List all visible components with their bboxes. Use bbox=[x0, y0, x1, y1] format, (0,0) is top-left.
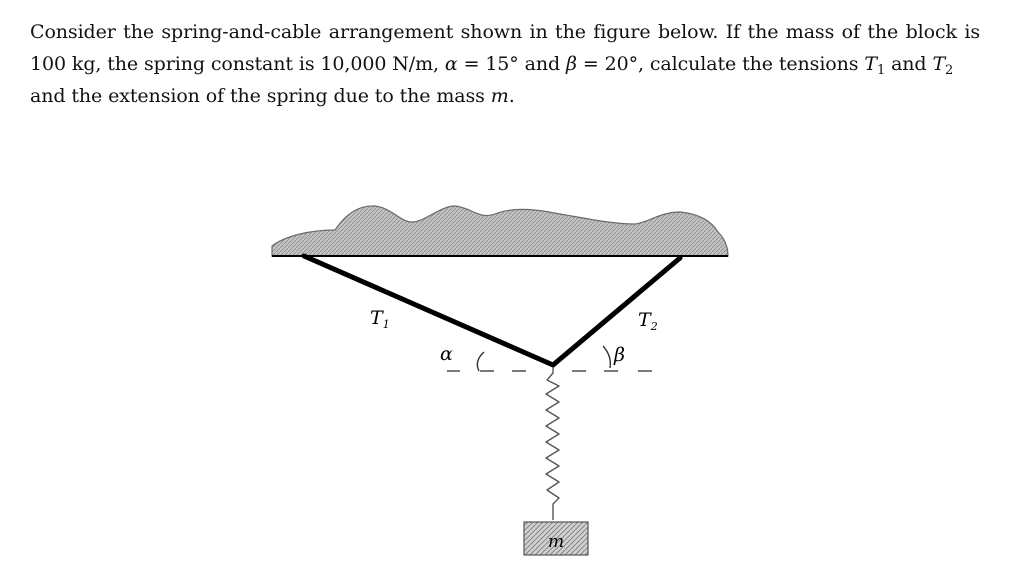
alpha-symbol: α bbox=[444, 53, 458, 75]
problem-text: = 20°, calculate the tensions bbox=[576, 53, 865, 75]
t2-symbol: T bbox=[932, 53, 946, 75]
label-t2: $T_2$ bbox=[638, 309, 658, 333]
label-mass: m bbox=[548, 532, 565, 552]
beta-symbol: β bbox=[566, 53, 577, 75]
ceiling bbox=[272, 206, 728, 256]
problem-text: and the extension of the spring due to the mass bbox=[30, 85, 491, 107]
problem-text: = 15° and bbox=[457, 53, 567, 75]
problem-line-1: Consider the spring-and-cable arrangement shown in the figure below. If the mass of the block is bbox=[30, 21, 980, 43]
label-alpha: α bbox=[440, 343, 453, 365]
alpha-arc bbox=[477, 352, 484, 371]
problem-text: . bbox=[508, 85, 515, 107]
cable-t1 bbox=[304, 256, 553, 365]
label-beta: β bbox=[614, 344, 625, 366]
mass-symbol: m bbox=[490, 85, 509, 107]
t1-symbol: T bbox=[864, 53, 877, 75]
label-t1: $T_1$ bbox=[370, 307, 390, 331]
problem-text: and bbox=[885, 53, 933, 75]
problem-text: 100 kg, the spring constant is 10,000 N/m, bbox=[30, 53, 445, 75]
spring bbox=[546, 367, 559, 520]
beta-arc bbox=[603, 346, 610, 368]
t2-subscript: 2 bbox=[945, 63, 954, 78]
t1-subscript: 1 bbox=[876, 63, 886, 78]
